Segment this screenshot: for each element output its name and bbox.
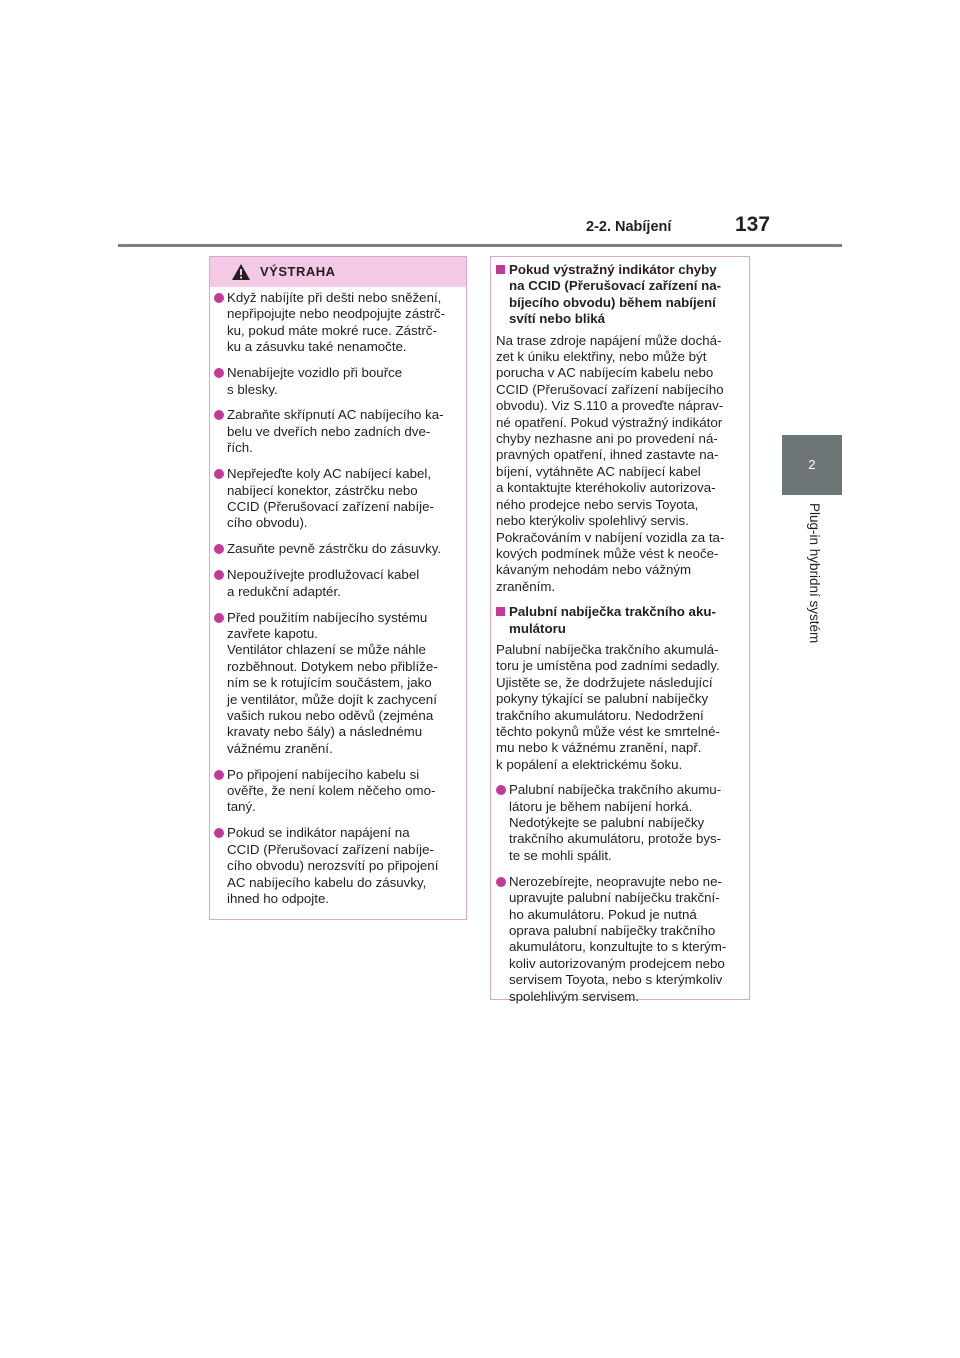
square-bullet [496,265,505,274]
warning-item-text: Když nabíjíte při dešti nebo sněžení, nepřipojujte nebo neodpojujte zástrč- ku, pokud máte mokré ruce. Zástrč- ku a zásuvku také nenamočte. [227,290,446,355]
bullet-dot [214,469,224,479]
header-rule [118,244,842,247]
section-title: 2-2. Nabíjení [586,219,672,235]
bullet-dot [496,785,506,795]
section-heading-text: Pokud výstražný indikátor chyby na CCID (Přerušovací zařízení na- bíjecího obvodu) během nabíjení svítí nebo bliká [509,262,722,327]
warning-item [214,825,462,907]
bullet-dot [496,877,506,887]
square-bullet [496,607,505,616]
warning-item-text: Nepřejeďte koly AC nabíjecí kabel, nabíjecí konektor, zástrčku nebo CCID (Přerušovací zařízení nabíje- cího obvodu). [227,466,434,531]
section-paragraph: Palubní nabíječka trakčního akumulá- toru je umístěna pod zadními sedadly. Ujistěte se, že dodržujete následující pokyny týkající se palubní nabíječky trakčního akumulátoru. Nedodržení těchto pokynů může vést ke smrtelné- mu nebo k vážnému zranění, např. k popálení a elektrickému šoku. [496,641,720,772]
warning-item [214,567,462,600]
warning-item-text: Pokud se indikátor napájení na CCID (Přerušovací zařízení nabíje- cího obvodu) nerozsvítí po připojení AC nabíjecího kabelu do zásuvky, ihned ho odpojte. [227,825,439,906]
warning-list [210,287,466,907]
section-heading [496,604,745,637]
section-heading-text: Palubní nabíječka trakčního aku- mulátoru [509,604,716,636]
warning-item [214,541,462,557]
warning-item-text: Po připojení nabíjecího kabelu si ověřte, že není kolem něčeho omo- taný. [227,766,436,815]
bullet-dot [214,570,224,580]
bullet-dot [214,368,224,378]
info-box [490,256,750,1004]
info-item [496,874,745,1005]
section-heading [496,262,745,328]
section-paragraph: Na trase zdroje napájení může dochá- zet k úniku elektřiny, nebo může být porucha v AC nabíjecím kabelu nebo CCID (Přerušovací zařízení nabíjecího obvodu). Viz S.110 a proveďte náprav- né opatření. Pokud výstražný indikátor chyby nezhasne ani po provedení ná- pravných opatření, ihned zastavte na- bíjení, vytáhněte AC nabíjecí kabel a kontaktujte kteréhokoliv autorizova- ného prodejce nebo servis Toyota, nebo kterýkoliv spolehlivý servis. Pokračováním v nabíjení vozidla za ta- kových podmínek může vést k neoče- kávaným nehodám nebo vážným zraněním. [496,332,725,594]
warning-item-text: Nepoužívejte prodlužovací kabel a redukční adaptér. [227,567,420,599]
warning-item [214,407,462,456]
page-number: 137 [735,213,771,236]
warning-item-text: Zabraňte skřípnutí AC nabíjecího ka- belu ve dveřích nebo zadních dve- řích. [227,407,444,456]
bullet-dot [214,613,224,623]
bullet-dot [214,828,224,838]
warning-triangle-icon [231,263,251,281]
info-item-text: Palubní nabíječka trakčního akumu- látoru je během nabíjení horká. Nedotýkejte se palubní nabíječky trakčního akumulátoru, protože bys- te se mohli spálit. [509,782,722,863]
warning-item [214,466,462,532]
warning-item [214,767,462,816]
info-item-text: Nerozebírejte, neopravujte nebo ne- upravujte palubní nabíječku trakční- ho akumulátoru. Pokud je nutná oprava palubní nabíječky trakčního akumulátoru, konzultujte to s kterým- koliv autorizovaným prodejcem nebo servisem Toyota, nebo s kterýmkoliv spolehlivým servisem. [509,873,727,1004]
warning-item-text: Před použitím nabíjecího systému zavřete kapotu. Ventilátor chlazení se může náhle rozběhnout. Dotykem nebo přiblíže- ním se k rotujícím součástem, jako je ventilátor, může dojít k zachycení vašich rukou nebo oděvů (zejména kravaty nebo šály) a následnému vážnému zranění. [227,609,438,756]
warning-header [210,257,466,287]
warning-item [214,365,462,398]
warning-box [209,256,467,920]
warning-title: VÝSTRAHA [260,264,336,279]
warning-item [214,290,462,356]
chapter-tab: 2 [782,435,842,495]
warning-item-text: Zasuňte pevně zástrčku do zásuvky. [227,541,442,557]
bullet-dot [214,410,224,420]
warning-item-text: Nenabíjejte vozidlo při bouřce s blesky. [227,365,403,397]
bullet-dot [214,544,224,554]
bullet-dot [214,770,224,780]
chapter-title: Plug-in hybridní systém [807,503,822,644]
bullet-dot [214,293,224,303]
warning-item [214,610,462,758]
info-item [496,782,745,864]
